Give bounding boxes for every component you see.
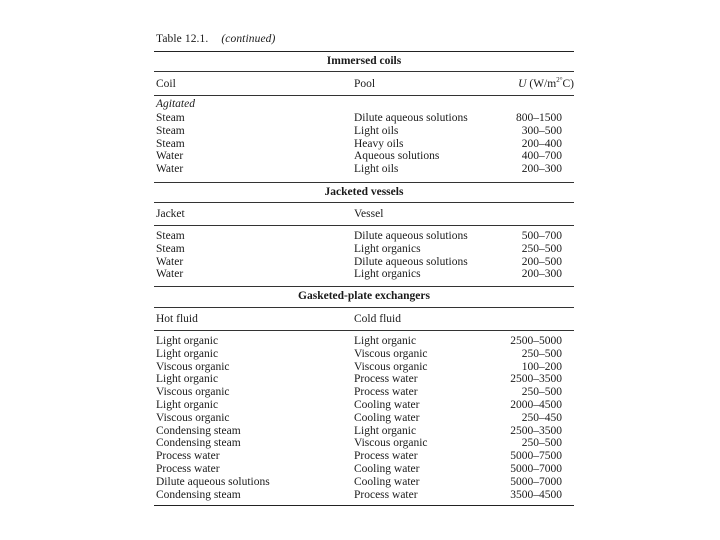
cell-u-value: 5000–7500 <box>510 450 562 463</box>
cell-fluid-1: Water <box>156 255 184 268</box>
header-rule <box>154 330 574 331</box>
caption-note: (continued) <box>221 33 276 45</box>
col-header-u <box>518 76 574 90</box>
cell-u-value: 250–500 <box>521 347 562 360</box>
cell-fluid-1: Condensing steam <box>156 437 241 450</box>
u-symbol: U <box>518 77 527 90</box>
section-rule <box>154 182 574 183</box>
cell-fluid-2: Dilute aqueous solutions <box>354 255 468 268</box>
table-row <box>156 112 562 125</box>
u-unit-a: (W/m <box>529 77 557 90</box>
cell-u-value: 200–400 <box>521 137 562 150</box>
cell-fluid-2: Process water <box>354 488 418 501</box>
table-row <box>156 463 562 476</box>
cell-u-value: 200–300 <box>521 163 562 176</box>
table-row <box>156 138 562 151</box>
cell-fluid-2: Viscous organic <box>354 360 428 373</box>
cell-fluid-1: Process water <box>156 450 220 463</box>
cell-u-value: 2500–3500 <box>510 424 562 437</box>
cell-fluid-1: Light organic <box>156 399 219 411</box>
table-row <box>156 425 562 438</box>
cell-u-value: 200–300 <box>521 268 562 281</box>
table-row <box>156 437 562 450</box>
cell-fluid-2: Dilute aqueous solutions <box>354 112 468 124</box>
col-header-coil: Coil <box>156 78 176 90</box>
cell-fluid-1: Steam <box>156 124 185 137</box>
cell-fluid-1: Water <box>156 150 184 163</box>
cell-u-value: 250–500 <box>521 386 562 399</box>
cell-u-value: 200–500 <box>521 255 562 268</box>
table-row <box>156 348 562 361</box>
cell-fluid-2: Light oils <box>354 124 399 137</box>
table-row <box>156 399 562 412</box>
cell-fluid-2: Light organics <box>354 268 421 281</box>
cell-fluid-1: Viscous organic <box>156 411 230 424</box>
cell-fluid-1: Viscous organic <box>156 360 230 373</box>
cell-u-value: 3500–4500 <box>510 488 562 501</box>
table-caption <box>156 33 275 45</box>
cell-u-value: 5000–7000 <box>510 475 562 488</box>
caption-label: Table 12.1. <box>156 33 209 45</box>
table-row <box>156 256 562 269</box>
cell-fluid-2: Aqueous solutions <box>354 150 440 163</box>
cell-fluid-2: Light oils <box>354 163 399 176</box>
cell-fluid-2: Cooling water <box>354 399 420 411</box>
table-row <box>156 268 562 281</box>
cell-fluid-2: Cooling water <box>354 475 420 488</box>
cell-fluid-1: Steam <box>156 230 185 242</box>
cell-fluid-2: Viscous organic <box>354 347 428 360</box>
cell-fluid-2: Cooling water <box>354 411 420 424</box>
table-row <box>156 412 562 425</box>
u-unit-b: C) <box>562 77 574 90</box>
table-row <box>156 335 562 348</box>
table-row <box>156 386 562 399</box>
cell-fluid-1: Process water <box>156 463 220 475</box>
section-rule <box>154 71 574 72</box>
table-row <box>156 150 562 163</box>
cell-fluid-2: Viscous organic <box>354 437 428 450</box>
cell-fluid-2: Process water <box>354 386 418 399</box>
col-header-cold-fluid: Cold fluid <box>354 313 401 325</box>
cell-u-value: 250–500 <box>521 242 562 255</box>
cell-fluid-2: Light organics <box>354 242 421 255</box>
u-unit-sup: 2° <box>556 76 563 84</box>
table-row <box>156 476 562 489</box>
cell-u-value: 500–700 <box>521 230 562 242</box>
cell-u-value: 2000–4500 <box>510 399 562 411</box>
top-rule <box>154 51 574 52</box>
section-rule <box>154 286 574 287</box>
section-rule <box>154 307 574 308</box>
cell-fluid-1: Steam <box>156 137 185 150</box>
section-title-gasketed: Gasketed-plate exchangers <box>298 290 430 302</box>
cell-u-value: 300–500 <box>521 124 562 137</box>
table-row <box>156 163 562 176</box>
table-row <box>156 243 562 256</box>
cell-u-value: 5000–7000 <box>510 463 562 475</box>
table-row <box>156 489 562 502</box>
cell-fluid-1: Condensing steam <box>156 488 241 501</box>
header-rule <box>154 95 574 96</box>
col-header-vessel: Vessel <box>354 208 384 220</box>
cell-fluid-1: Light organic <box>156 335 219 347</box>
cell-u-value: 100–200 <box>521 360 562 373</box>
cell-fluid-2: Light organic <box>354 424 417 437</box>
header-rule <box>154 225 574 226</box>
cell-fluid-1: Water <box>156 163 184 176</box>
section-title-immersed: Immersed coils <box>326 55 402 67</box>
cell-fluid-1: Dilute aqueous solutions <box>156 475 270 488</box>
cell-fluid-1: Steam <box>156 112 185 124</box>
cell-fluid-1: Light organic <box>156 373 219 386</box>
cell-u-value: 400–700 <box>521 150 562 163</box>
cell-u-value: 250–500 <box>521 437 562 450</box>
cell-u-value: 2500–3500 <box>510 373 562 386</box>
cell-fluid-1: Condensing steam <box>156 424 241 437</box>
cell-fluid-2: Heavy oils <box>354 137 404 150</box>
cell-fluid-2: Process water <box>354 450 418 463</box>
section-title-jacketed: Jacketed vessels <box>324 186 404 198</box>
cell-fluid-2: Process water <box>354 373 418 386</box>
bottom-rule <box>154 505 574 506</box>
table-row <box>156 230 562 243</box>
table-row <box>156 125 562 138</box>
cell-u-value: 250–450 <box>521 411 562 424</box>
subhead-agitated: Agitated <box>156 98 195 110</box>
section-rule <box>154 202 574 203</box>
cell-u-value: 2500–5000 <box>510 335 562 347</box>
table-row <box>156 373 562 386</box>
col-header-jacket: Jacket <box>156 208 185 220</box>
cell-fluid-2: Dilute aqueous solutions <box>354 230 468 242</box>
cell-fluid-1: Light organic <box>156 347 219 360</box>
col-header-pool: Pool <box>354 78 376 90</box>
cell-fluid-1: Steam <box>156 242 185 255</box>
table-row <box>156 450 562 463</box>
cell-u-value: 800–1500 <box>516 112 562 124</box>
cell-fluid-1: Water <box>156 268 184 281</box>
table-row <box>156 361 562 374</box>
cell-fluid-2: Cooling water <box>354 463 420 475</box>
col-header-hot-fluid: Hot fluid <box>156 313 198 325</box>
cell-fluid-2: Light organic <box>354 335 417 347</box>
cell-fluid-1: Viscous organic <box>156 386 230 399</box>
